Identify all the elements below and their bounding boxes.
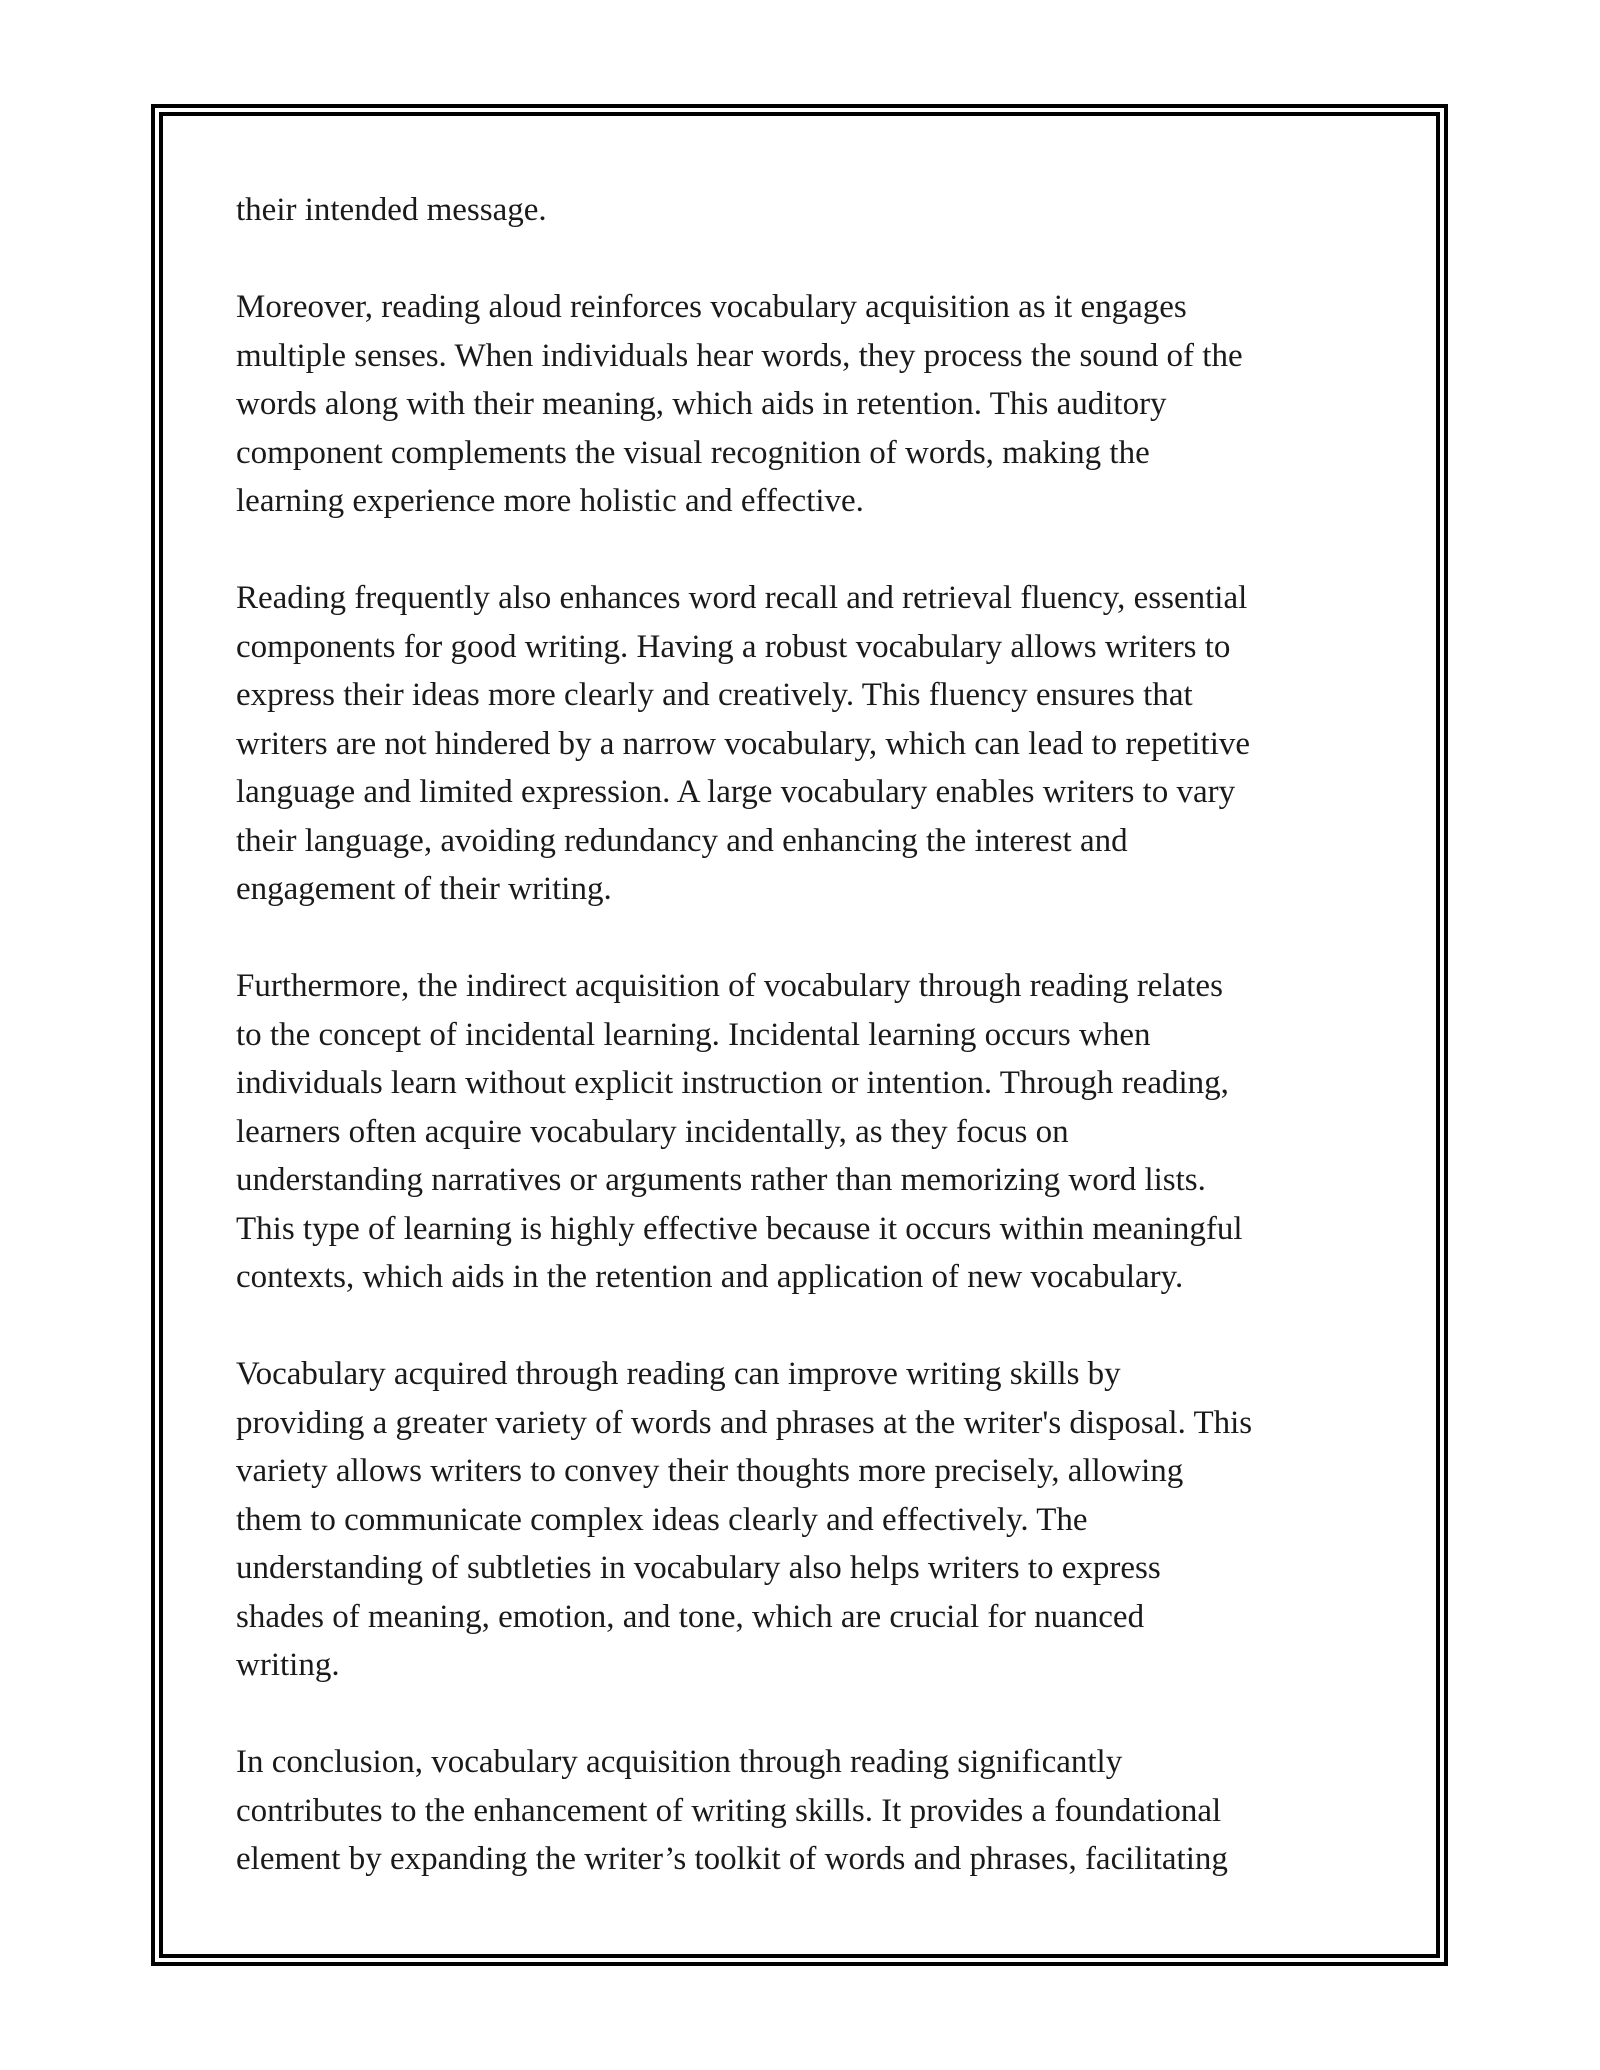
text-line: components for good writing. Having a robust vocabulary allows writers to (236, 628, 1231, 665)
text-line: them to communicate complex ideas clearly and effectively. The (236, 1501, 1088, 1538)
text-line: Reading frequently also enhances word recall and retrieval fluency, essential (236, 580, 1248, 616)
text-line: writing. (236, 1647, 340, 1683)
text-line: to the concept of incidental learning. Incidental learning occurs when (236, 1016, 1151, 1053)
paragraph-reading-aloud (236, 283, 1396, 526)
paragraph-writing-skills (236, 1350, 1396, 1690)
text-line: understanding of subtleties in vocabulary also helps writers to express (236, 1550, 1161, 1586)
text-line: Vocabulary acquired through reading can improve writing skills by (236, 1356, 1121, 1392)
text-line: express their ideas more clearly and creatively. This fluency ensures that (236, 677, 1193, 713)
text-line: element by expanding the writer’s toolkit of words and phrases, facilitating (236, 1841, 1228, 1877)
text-line: Furthermore, the indirect acquisition of vocabulary through reading relates (236, 968, 1223, 1004)
text-line: contributes to the enhancement of writing skills. It provides a foundational (236, 1792, 1222, 1829)
text-line: language and limited expression. A large vocabulary enables writers to vary (236, 774, 1236, 810)
text-line: individuals learn without explicit instruction or intention. Through reading, (236, 1065, 1229, 1101)
text-line: Moreover, reading aloud reinforces vocabulary acquisition as it engages (236, 289, 1187, 325)
text-line: multiple senses. When individuals hear words, they process the sound of the (236, 337, 1243, 374)
text-line: component complements the visual recognition of words, making the (236, 434, 1150, 471)
text-line: their language, avoiding redundancy and enhancing the interest and (236, 822, 1128, 859)
text-line: This type of learning is highly effective because it occurs within meaningful (236, 1210, 1243, 1247)
text-line: shades of meaning, emotion, and tone, which are crucial for nuanced (236, 1598, 1145, 1635)
document-body (236, 186, 1396, 1932)
text-line: learners often acquire vocabulary incidentally, as they focus on (236, 1113, 1069, 1150)
paragraph-conclusion (236, 1738, 1396, 1884)
text-line: providing a greater variety of words and phrases at the writer's disposal. This (236, 1404, 1253, 1441)
text-line: writers are not hindered by a narrow vocabulary, which can lead to repetitive (236, 725, 1251, 762)
text-line: variety allows writers to convey their thoughts more precisely, allowing (236, 1453, 1184, 1489)
text-line: engagement of their writing. (236, 871, 612, 907)
text-line: learning experience more holistic and effective. (236, 483, 864, 519)
text-line: understanding narratives or arguments rather than memorizing word lists. (236, 1162, 1206, 1198)
paragraph-recall-fluency (236, 574, 1396, 914)
paragraph-intended-message (236, 186, 1396, 235)
text-line: their intended message. (236, 192, 547, 228)
text-line: words along with their meaning, which aids in retention. This auditory (236, 386, 1167, 422)
text-line: In conclusion, vocabulary acquisition through reading significantly (236, 1744, 1123, 1780)
text-line: contexts, which aids in the retention and application of new vocabulary. (236, 1259, 1184, 1295)
paragraph-incidental-learning (236, 962, 1396, 1302)
